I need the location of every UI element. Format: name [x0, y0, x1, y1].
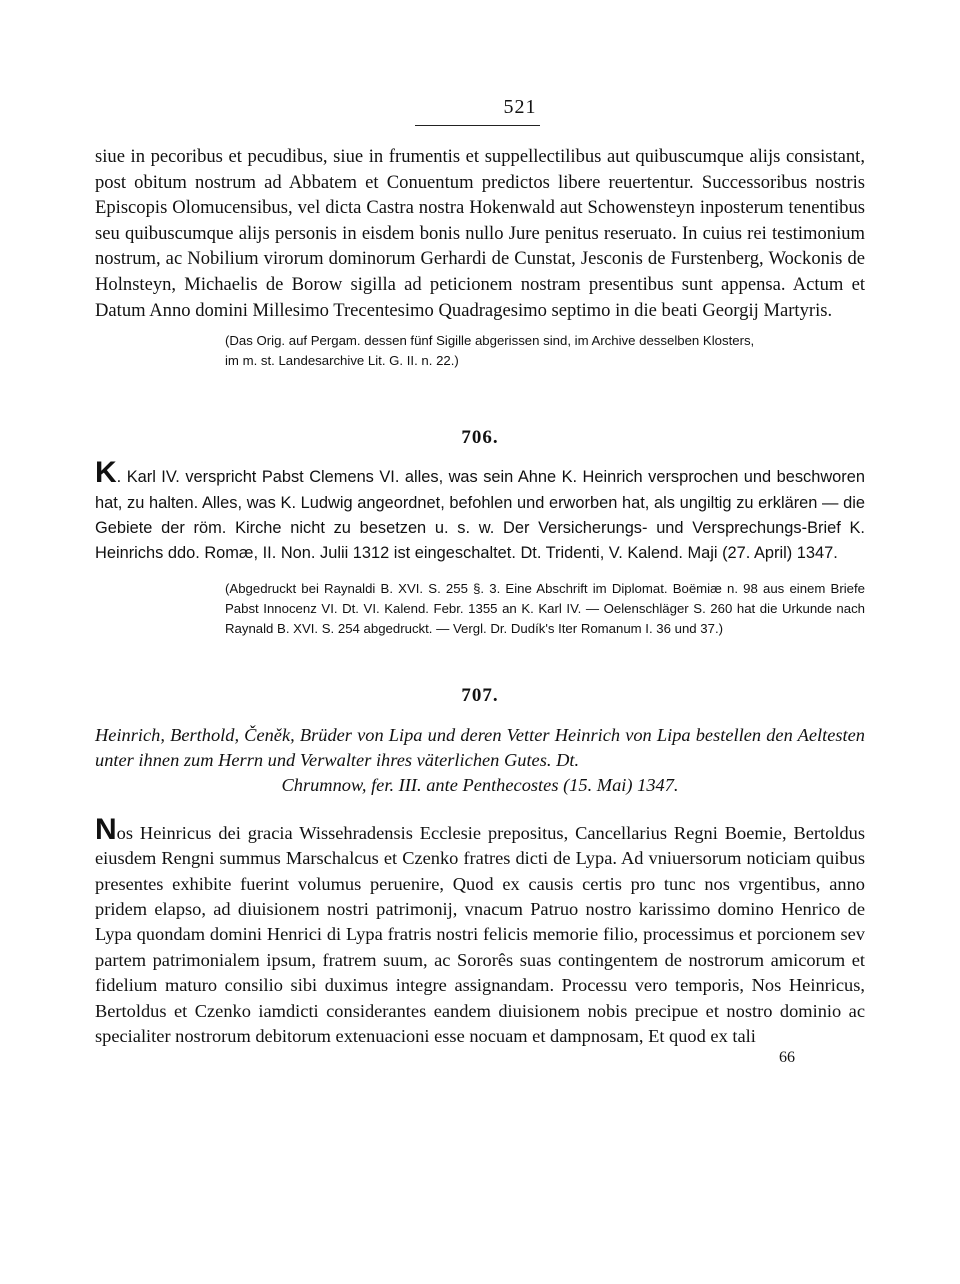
regest-text: Heinrich, Berthold, Čeněk, Brüder von Lipa und deren Vetter Heinrich von Lipa bestellen den Aeltesten unter ihnen zum Herrn und Verwalter ihres väterlichen Gutes. Dt. — [95, 724, 865, 770]
charter-text-707 — [95, 812, 865, 1050]
regest-date-line: Chrumnow, fer. III. ante Penthecostes (15. Mai) 1347. — [281, 774, 679, 795]
source-note-705 — [225, 331, 865, 371]
regest-text: . Karl IV. verspricht Pabst Clemens VI. alles, was sein Ahne K. Heinrich versprochen und beschworen hat, zu halten. Alles, was K. Ludwig angeordnet, befohlen und erworben hat, als ungiltig zu erklären — die Gebiete der röm. Kirche nicht zu besetzen u. s. w. Der Versicherungs- und Versprechungs-Brief K. Heinrichs ddo. Romæ, II. Non. Julii 1312 ist eingeschaltet. Dt. Tridenti, V. Kalend. Maji (27. April) 1347. — [95, 468, 865, 563]
initial-letter: K — [95, 456, 117, 490]
source-note-line: (Das Orig. auf Pergam. dessen fünf Sigille abgerissen sind, im Archive desselben Klosters, — [225, 333, 755, 349]
document-number-707: 707. — [461, 684, 499, 706]
page-number: 521 — [503, 96, 537, 118]
source-note-line: im m. st. Landesarchive Lit. G. II. n. 22.) — [225, 353, 459, 369]
continued-charter-text: siue in pecoribus et pecudibus, siue in frumentis et suppellectilibus aut quibuscumque alijs consistant, post obitum nostrum ad Abbatem et Conuentum predictos libere reuertentur. Successoribus nostris Episcopis Olomucensibus, vel dicta Castra nostra Hokenwald aut Schowensteyn inposterum tenentibus seu quibuscumque alijs personis in eisdem bonis nullo Jure penitus reseruato. In cuius rei testimonium nostrum, ac Nobilium virorum dominorum Gerhardi de Cunstat, Jesconis de Furstenberg, Wockonis de Holnsteyn, Michaelis de Borow sigilla ad peticionem nostram presentibus sunt appensa. Actum et Datum Anno domini Millesimo Trecentesimo Quadragesimo septimo in die beati Georgij Martyris. — [95, 146, 865, 321]
charter-text: os Heinricus dei gracia Wissehradensis Ecclesie prepositus, Cancellarius Regni Boemie, Bertoldus eiusdem Rengni summus Marschalcus et Czenko fratres dicti de Lypa. Ad vniuersorum noticiam quibus presentes exhibite fuerint volumus peruenire, Quod ex causis certis pro tunc nos vrgentibus, anno pridem elapso, ad diuisionem nostri patrimonij, vnacum Patruo nostro karissimo domino Henrico de Lypa quondam domini Henrici di Lypa fratris nostri felicis memorie filio, processimus et porcionem sev partem patrimonialem ipsum, fratrem suum, ac Sororês suas contingentem de nostrorum amicorum et fidelium maturo consilio sibi duximus integre assignandam. Processu vero temporis, Nos Heinricus, Bertoldus et Czenko iamdicti considerantes eandem diuisionem nobis precipue et nostro dominio ac specialiter nostrorum debitorum extenuacioni esse nocuam et dampnosam, Et quod ex tali — [95, 822, 865, 1047]
initial-letter: N — [95, 812, 117, 846]
sheet-signature: 66 — [779, 1049, 795, 1067]
regest-707 — [95, 723, 865, 798]
regest-706 — [95, 456, 865, 567]
document-page — [95, 96, 865, 1067]
document-number-706: 706. — [461, 427, 499, 449]
source-note-706: (Abgedruckt bei Raynaldi B. XVI. S. 255 §. 3. Eine Abschrift im Diplomat. Boëmiæ n. 98 aus einem Briefe Pabst Innocenz VI. Dt. VI. Kalend. Febr. 1355 an K. Karl IV. — Oelenschläger S. 260 hat die Urkunde nach Raynald B. XVI. S. 254 abgedruckt. — Vergl. Dr. Dudík's Iter Romanum I. 36 und 37.) — [225, 580, 865, 636]
